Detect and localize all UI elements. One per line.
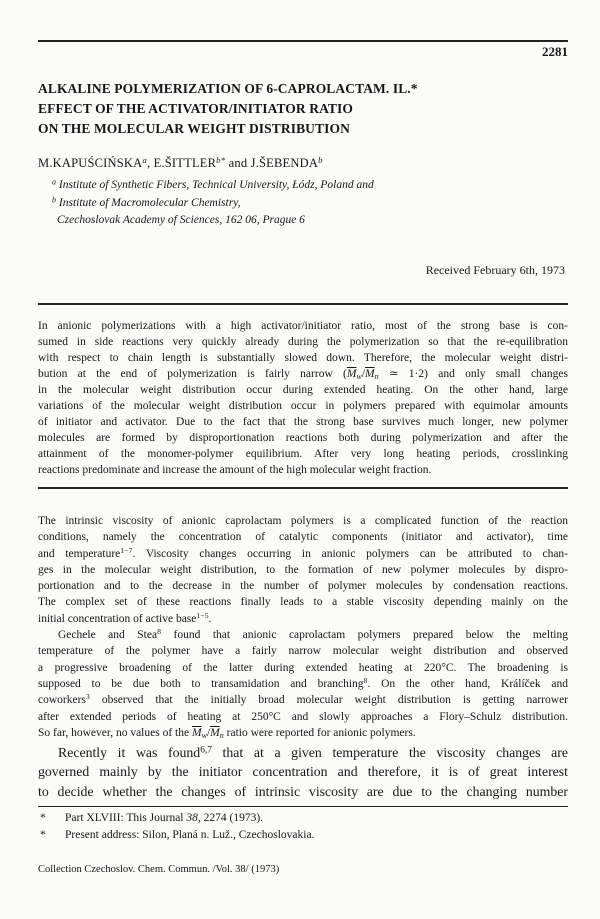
- volume-number: 38: [186, 811, 198, 824]
- article-title: [38, 79, 568, 139]
- footnote-mark: *: [40, 811, 46, 824]
- author-name: M.KAPUŚCIŃSKA: [38, 156, 143, 170]
- author-name: J.ŠEBENDA: [250, 156, 319, 170]
- text-run: .: [208, 612, 212, 625]
- abstract-line: attainment of the monomer-polymer equilibrium. After very long heating periods, crosslinking: [38, 448, 568, 460]
- body-line: after extended periods of heating at 250°C and slowly approaches a Flory–Schulz distribution.: [38, 710, 568, 723]
- footnote: [38, 827, 568, 844]
- body-line: [38, 692, 568, 708]
- text-run: bution at the end of polymerization is fairly narrow (: [38, 368, 347, 380]
- body-line: to decide whether the changes of intrinsic viscosity are due to the changing number: [38, 783, 568, 799]
- affiliation-line: [52, 177, 552, 195]
- body-line: portionation and to the decrease in the number of polymer molecules by condensation reactions.: [38, 580, 568, 593]
- author-separator: ,: [146, 156, 154, 170]
- text-run: and temperature: [38, 547, 121, 560]
- text-run: found that anionic caprolactam polymers prepared below the melting: [161, 629, 568, 642]
- body-line: a progressive broadening of the latter during extended heating at 220°C. The broadening is: [38, 661, 568, 674]
- affiliation-text: Institute of Synthetic Fibers, Technical University, Łódz, Poland and: [58, 179, 374, 191]
- subscript: n: [219, 730, 224, 740]
- body-text-large: [38, 743, 568, 802]
- affiliation-line: Czechoslovak Academy of Sciences, 162 06, Prague 6: [57, 214, 305, 226]
- text-run: , 2274 (1973).: [197, 811, 264, 824]
- text-run: ≃ 1·2) and only small changes: [378, 368, 568, 380]
- title-line: EFFECT OF THE ACTIVATOR/INITIATOR RATIO: [38, 101, 353, 116]
- journal-footer: Collection Czechoslov. Chem. Commun. /Vol. 38/ (1973): [38, 864, 280, 875]
- author-list: [38, 155, 323, 171]
- abstract-line: molecules are formed by disproportionation reactions both during polymerization and after the: [38, 432, 568, 444]
- abstract-line: of initiator and activator. Due to the fact that the strong base survives much longer, new polymer: [38, 416, 568, 428]
- reference-superscript: 6,7: [200, 744, 212, 755]
- affiliation-mark: b*: [216, 155, 226, 166]
- body-line: [38, 676, 568, 692]
- header-rule: [38, 40, 568, 42]
- text-run: /: [361, 368, 366, 380]
- body-line: [38, 627, 568, 643]
- title-line: ALKALINE POLYMERIZATION OF 6-CAPROLACTAM. IL.*: [38, 81, 418, 96]
- mean-symbol: $\overline{M}$: [210, 726, 220, 739]
- abstract-line: with respect to chain length is substantially slowed down. Therefore, the molecular weight distri-: [38, 352, 568, 364]
- footnotes: [38, 810, 568, 844]
- body-line: [38, 546, 568, 562]
- reference-superscript: 1−5: [196, 610, 209, 620]
- affiliation-line: [52, 195, 552, 213]
- text-run: . Viscosity changes occurring in anionic polymers can be attributed to chan-: [132, 547, 568, 560]
- body-line: ges in the molecular weight distribution, to the formation of new polymer molecules by dispro-: [38, 563, 568, 576]
- footnote-mark: *: [40, 828, 46, 841]
- text-run: /: [206, 726, 211, 739]
- body-line: [38, 611, 568, 627]
- abstract-bottom-rule: [38, 487, 568, 489]
- text-run: supposed to be due both to transamidation and branching: [38, 677, 364, 690]
- footnote: [38, 810, 568, 827]
- affiliation-mark: b: [52, 194, 57, 204]
- text-run: that at a given temperature the viscosity changes are: [211, 744, 568, 760]
- mean-symbol: $\overline{M}$: [346, 368, 357, 380]
- text-run: So far, however, no values of the: [38, 726, 192, 739]
- abstract-top-rule: [38, 303, 568, 305]
- body-text: [38, 513, 568, 741]
- text-run: Gechele and Stea: [58, 629, 158, 642]
- body-line: [38, 743, 568, 763]
- body-line: [38, 725, 568, 741]
- affiliation-text: Institute of Macromolecular Chemistry,: [58, 196, 241, 209]
- abstract-line: variations of the molecular weight distribution occur in polymers prepared with equimolar amounts: [38, 400, 568, 412]
- affiliation-mark: a: [142, 155, 147, 166]
- abstract: [38, 318, 568, 478]
- mean-symbol: $\overline{M}$: [365, 368, 375, 380]
- abstract-line: In anionic polymerizations with a high activator/initiator ratio, most of the strong base is con-: [38, 320, 568, 332]
- author-separator: and: [225, 156, 251, 170]
- author-name: E.ŠITTLER: [153, 156, 217, 170]
- affiliation-mark: b: [318, 155, 323, 166]
- affiliations: [52, 177, 552, 230]
- footnote-text: [65, 810, 263, 827]
- subscript: w: [356, 372, 362, 381]
- reference-superscript: 8: [363, 676, 368, 686]
- text-run: Part XLVIII: This Journal: [65, 811, 187, 824]
- abstract-line: [38, 366, 568, 382]
- text-run: . On the other hand, Králíček and: [367, 677, 568, 690]
- reference-superscript: 3: [85, 692, 90, 702]
- footnote-text: Present address: Silon, Planá n. Luž., Czechoslovakia.: [65, 828, 315, 841]
- text-run: ratio were reported for anionic polymers.: [223, 726, 416, 739]
- abstract-line: sumed in side reactions very quickly already during the polymerization so that the re-equilibration: [38, 336, 568, 348]
- mean-symbol: $\overline{M}$: [191, 726, 202, 739]
- received-date: Received February 6th, 1973: [425, 263, 565, 277]
- body-line: temperature of the polymer have a fairly narrow molecular weight distribution and observed: [38, 645, 568, 658]
- reference-superscript: 1−7: [120, 545, 133, 555]
- text-run: observed that the initially broad molecular weight distribution is getting narrower: [89, 694, 568, 707]
- body-line: governed mainly by the initiator concentration and therefore, it is of great interest: [38, 764, 568, 779]
- footnote-rule: [38, 806, 568, 807]
- body-line: The intrinsic viscosity of anionic caprolactam polymers is a complicated function of the reaction: [38, 515, 568, 527]
- text-run: Recently it was found: [58, 744, 201, 760]
- subscript: w: [201, 730, 207, 740]
- text-run: initial concentration of active base: [38, 612, 197, 625]
- reference-superscript: 8: [157, 627, 161, 637]
- abstract-line: in the molecular weight distribution occur during extended heating. On the other hand, large: [38, 384, 568, 396]
- title-line: ON THE MOLECULAR WEIGHT DISTRIBUTION: [38, 121, 350, 136]
- text-run: coworkers: [38, 694, 86, 707]
- affiliation-mark: a: [52, 177, 57, 187]
- abstract-line: reactions predominate and increase the amount of the high molecular weight fraction.: [38, 464, 432, 476]
- body-line: The complex set of these reactions finally leads to a stable viscosity depending mainly on the: [38, 596, 568, 609]
- subscript: n: [374, 372, 379, 381]
- page-number: 2281: [542, 44, 568, 59]
- body-line: conditions, namely the concentration of catalytic components (initiator and activator), time: [38, 531, 568, 544]
